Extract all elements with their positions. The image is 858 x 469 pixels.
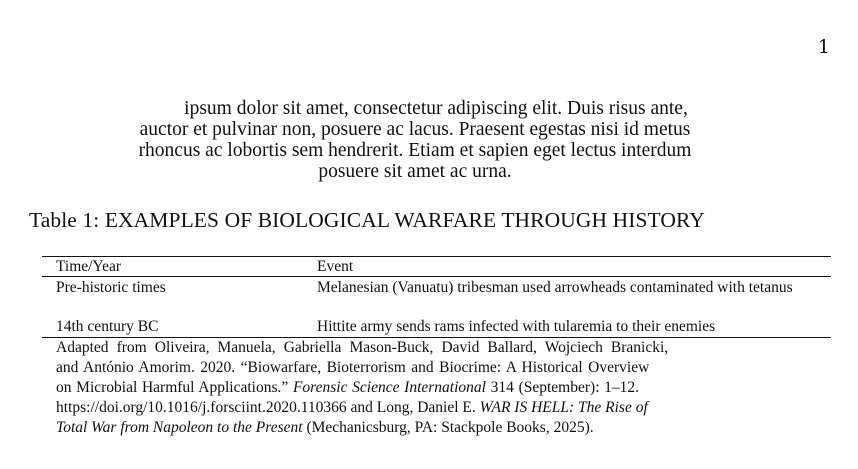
- table-source-note: [42, 338, 831, 438]
- paragraph-line: posuere sit amet ac urna.: [318, 161, 512, 182]
- journal-title: Forensic Science International: [292, 379, 486, 396]
- table-row: [42, 277, 831, 317]
- column-header-event: Event: [317, 258, 354, 275]
- source-line: [56, 418, 818, 438]
- paragraph-line: auctor et pulvinar non, posuere ac lacus. Praesent egestas nisi id metus: [139, 119, 691, 140]
- book-title: WAR IS HELL: The Rise of: [479, 399, 648, 416]
- table-cell-event: Melanesian (Vanuatu) tribesman used arrowheads contaminated with tetanus: [317, 279, 793, 296]
- paragraph-line: ipsum dolor sit amet, consectetur adipiscing elit. Duis risus ante,: [184, 98, 688, 119]
- table-row: [42, 317, 831, 337]
- paragraph-line: rhoncus ac lobortis sem hendrerit. Etiam et sapien eget lectus interdum: [138, 140, 692, 161]
- body-paragraph: [50, 98, 780, 182]
- column-header-time: Time/Year: [56, 258, 122, 275]
- source-line: [56, 398, 818, 418]
- source-line: and António Amorim. 2020. “Biowarfare, Bioterrorism and Biocrime: A Historical Overview: [56, 359, 650, 376]
- source-text: on Microbial Harmful Applications.”: [56, 379, 289, 396]
- table-cell-time: 14th century BC: [56, 318, 159, 335]
- source-line: [56, 378, 818, 398]
- table-header-row: [42, 257, 831, 276]
- biological-warfare-table: [42, 256, 831, 438]
- table-caption: Table 1: EXAMPLES OF BIOLOGICAL WARFARE THROUGH HISTORY: [29, 208, 705, 232]
- table-cell-time: Pre-historic times: [56, 279, 166, 296]
- source-text: (Mechanicsburg, PA: Stackpole Books, 2025).: [306, 419, 594, 436]
- page-number: 1: [817, 36, 830, 58]
- source-line: Adapted from Oliveira, Manuela, Gabriella Mason-Buck, David Ballard, Wojciech Branicki,: [56, 339, 669, 356]
- table-cell-event: Hittite army sends rams infected with tularemia to their enemies: [317, 318, 716, 335]
- book-title: Total War from Napoleon to the Present: [56, 419, 303, 436]
- source-text: 314 (September): 1–12.: [490, 379, 640, 396]
- source-text: https://doi.org/10.1016/j.forsciint.2020.110366 and Long, Daniel E.: [56, 399, 476, 416]
